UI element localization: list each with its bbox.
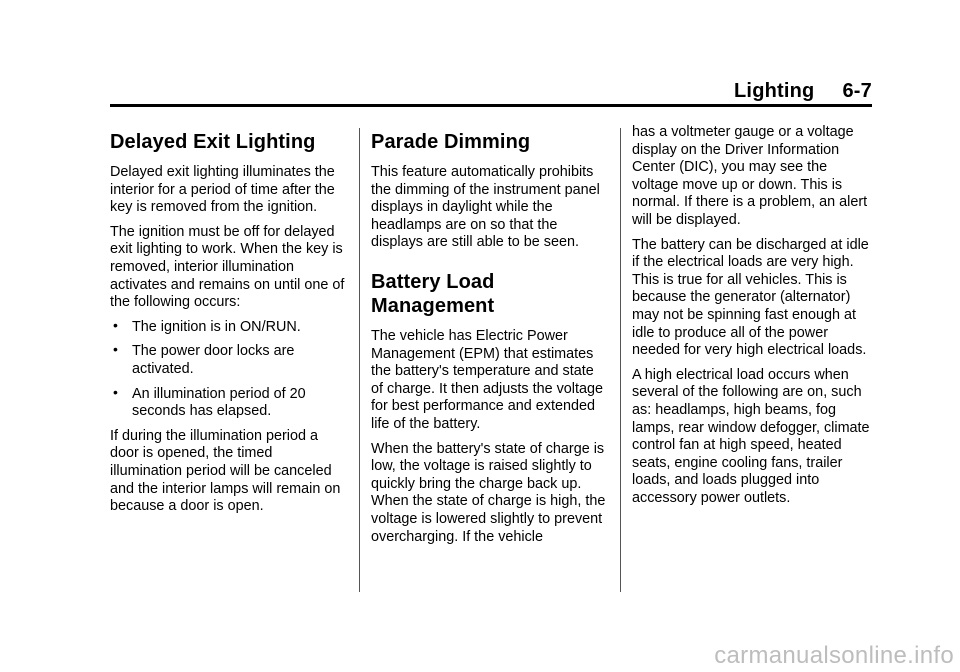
heading-delayed-exit-lighting: Delayed Exit Lighting — [110, 131, 316, 153]
heading-parade-dimming: Parade Dimming — [371, 131, 531, 153]
paragraph: The vehicle has Electric Power Management (EPM) that estimates the battery's temperature and state of charge. It then adjusts the voltage for best performance and extended life of the battery. — [371, 327, 603, 432]
paragraph: When the battery's state of charge is low, the voltage is raised slightly to quickly bring the charge back up. When the state of charge is high, the voltage is lowered slightly to prevent overcharging. If the vehicle — [371, 440, 606, 545]
page-number: 6-7 — [842, 80, 872, 102]
list-item: • The ignition is in ON/RUN. — [113, 316, 301, 335]
paragraph: The ignition must be off for delayed exit lighting to work. When the key is removed, interior illumination activates and remains on until one of the following occurs: — [110, 223, 345, 311]
paragraph: A high electrical load occurs when several of the following are on, such as: headlamps, high beams, fog lamps, rear window defogger, climate control fan at high speed, heated seats, engine cooling fans, trailer loads, and loads plugged into accessory power outlets. — [632, 366, 870, 506]
column-right — [632, 124, 870, 514]
paragraph: has a voltmeter gauge or a voltage display on the Driver Information Center (DIC), you may see the voltage move up or down. This is normal. If there is a problem, an alert will be displayed. — [632, 124, 868, 228]
section-title: Lighting — [734, 80, 815, 102]
page-header — [110, 80, 872, 107]
bullet-icon: • — [113, 316, 118, 333]
paragraph: This feature automatically prohibits the dimming of the instrument panel displays in daylight while the headlamps are on so that the displays are still able to be seen. — [371, 164, 600, 251]
column-middle — [371, 124, 609, 553]
paragraph: If during the illumination period a door is opened, the timed illumination period will be canceled and the interior lamps will remain on because a door is open. — [110, 427, 341, 515]
column-divider-left — [359, 128, 360, 592]
watermark: carmanualsonline.info — [714, 642, 954, 669]
list-item: • The power door locks are activated. — [113, 341, 295, 377]
paragraph: Delayed exit lighting illuminates the interior for a period of time after the key is removed from the ignition. — [110, 164, 335, 216]
list-item: • An illumination period of 20 seconds has elapsed. — [113, 383, 306, 420]
column-divider-right — [620, 128, 621, 592]
heading-battery-load-management: Battery Load Management — [371, 270, 495, 317]
bullet-icon: • — [113, 341, 118, 358]
column-left — [110, 124, 348, 523]
running-head — [734, 80, 872, 103]
bullet-icon: • — [113, 383, 118, 400]
paragraph: The battery can be discharged at idle if the electrical loads are very high. This is true for all vehicles. This is because the generator (alternator) may not be spinning fast enough at idle to produce all of the power needed for very high electrical loads. — [632, 236, 869, 359]
bullet-list — [110, 316, 348, 421]
